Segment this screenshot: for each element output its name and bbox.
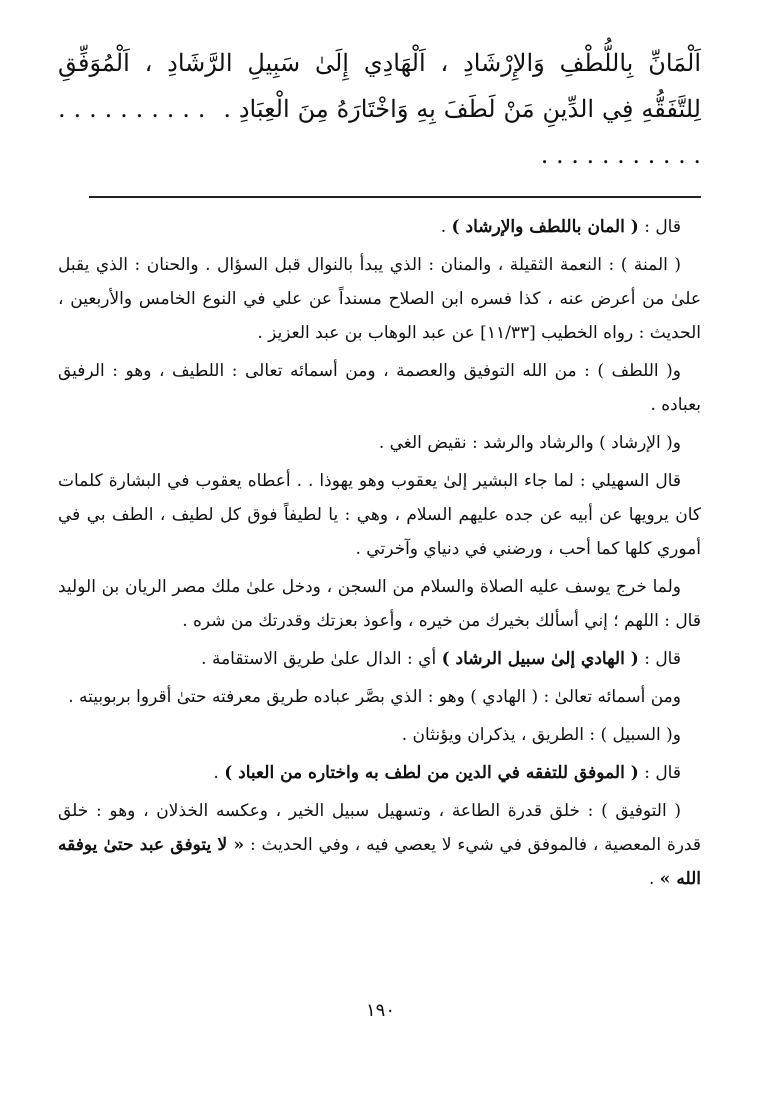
commentary-paragraph: ( المنة ) : النعمة الثقيلة ، والمنان : الذي يبدأ بالنوال قبل السؤال . والحنان : الذي يقبل علىٰ من أعرض عنه ، كذا فسره ابن الصلاح مسنداً عن علي في النوع الخامس والأربعين ، الحديث : رواه الخطيب [١١/٣٣] عن عبد الوهاب بن عبد العزيز .	[58, 255, 701, 343]
commentary-paragraph	[58, 642, 701, 676]
qala-label: قال :	[638, 217, 681, 237]
commentary-paragraph	[58, 210, 701, 244]
commentary-paragraph	[58, 756, 701, 790]
qala-label: قال :	[638, 649, 681, 669]
separator-rule	[89, 196, 701, 198]
matn-dot-leader: . . . . . . . . . . . . . . . . . . . . .	[58, 95, 701, 169]
commentary-paragraph	[58, 794, 701, 896]
commentary-block	[58, 210, 701, 896]
hadith-quote: « لا يتوفق عبد حتىٰ يوفقه الله »	[58, 835, 701, 889]
qala-label: قال :	[638, 763, 681, 783]
commentary-paragraph: قال السهيلي : لما جاء البشير إلىٰ يعقوب وهو يهوذا . . أعطاه يعقوب في البشارة كلمات كان يرويها عن أبيه عن جده عليهم السلام ، وهي : يا لطيفاً فوق كل لطيف ، الطف بي في أموري كلها كما أحب ، ورضني في دنياي وآخرتي .	[58, 471, 701, 559]
commentary-paragraph: ومن أسمائه تعالىٰ : ( الهادي ) وهو : الذي بصَّر عباده طريق معرفته حتىٰ أقروا بربوبيته .	[68, 687, 681, 707]
paragraph-tail: .	[213, 763, 225, 783]
matn-quote: ( الموفق للتفقه في الدين من لطف به واختاره من العباد )	[224, 763, 639, 783]
commentary-paragraph: و( اللطف ) : من الله التوفيق والعصمة ، ومن أسمائه تعالى : اللطيف ، وهو : الرفيق بعباده .	[58, 361, 701, 415]
commentary-paragraph: و( الإرشاد ) والرشاد والرشد : نقيض الغي .	[378, 433, 681, 453]
paragraph-tail: .	[648, 869, 660, 889]
commentary-paragraph: ولما خرج يوسف عليه الصلاة والسلام من السجن ، ودخل علىٰ ملك مصر الريان بن الوليد قال : اللهم ؛ إني أسألك بخيرك من خيره ، وأعوذ بعزتك وقدرتك من شره .	[58, 577, 701, 631]
page-number: ١٩٠	[365, 1000, 395, 1021]
matn-quote: ( المان باللطف والإرشاد )	[451, 217, 639, 237]
commentary-paragraph: و( السبيل ) : الطريق ، يذكران ويؤنثان .	[401, 725, 681, 745]
matn-text: اَلْمَانِّ بِاللُّطْفِ وَالإِرْشَادِ ، اَلْهَادِي إِلَىٰ سَبِيلِ الرَّشَادِ ، اَلْمُوَفِّقِ لِلتَّفَقُّهِ فِي الدِّينِ مَنْ لَطَفَ بِهِ وَاخْتَارَهُ مِنَ الْعِبَادِ .	[58, 49, 701, 123]
matn-quote: ( الهادي إلىٰ سبيل الرشاد )	[441, 649, 639, 669]
paragraph-tail: أي : الدال علىٰ طريق الاستقامة .	[201, 649, 442, 669]
paragraph-body: ( التوفيق ) : خلق قدرة الطاعة ، وتسهيل سبيل الخير ، وعكسه الخذلان ، وهو : خلق قدرة المعصية ، فالموفق في شيء لا يعصي فيه ، وفي الحديث :	[58, 801, 701, 855]
paragraph-tail: .	[440, 217, 452, 237]
matn-text-block	[58, 40, 701, 178]
